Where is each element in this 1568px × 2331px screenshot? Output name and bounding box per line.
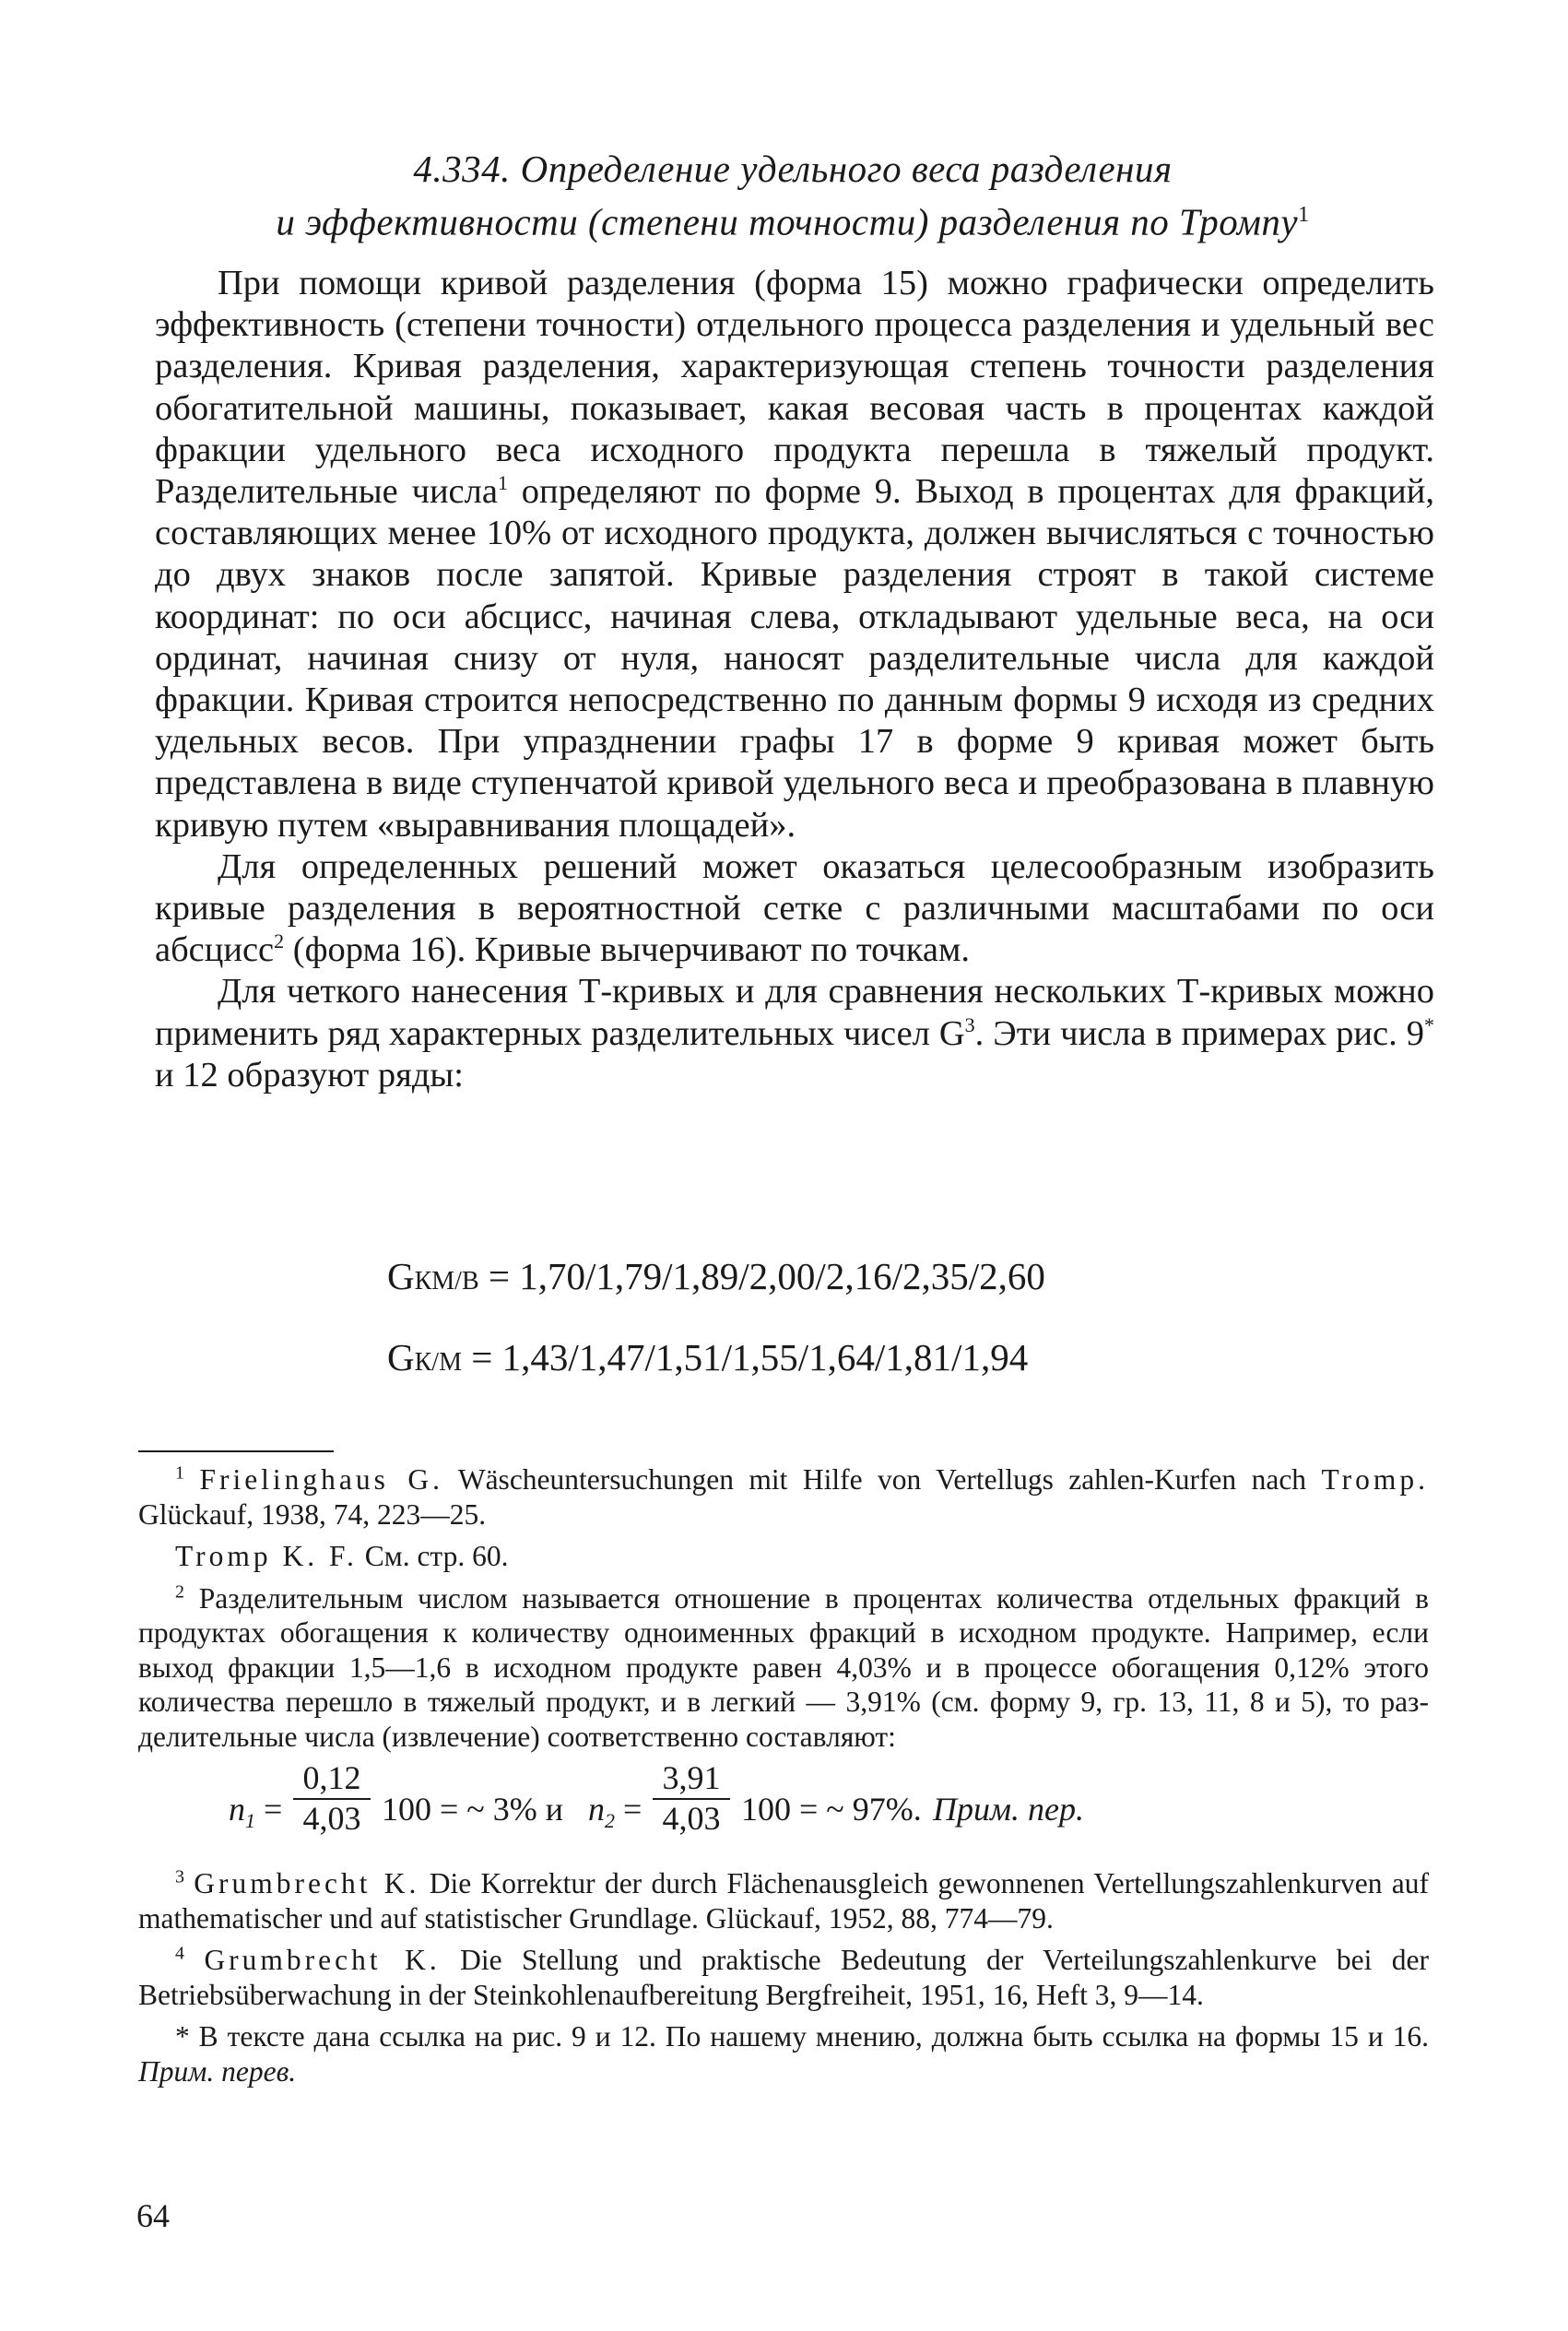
footnote-3-author: Grumbrecht K. <box>194 1867 420 1899</box>
footnote-1b-author: Tromp K. F. <box>175 1540 358 1572</box>
footnote-1-text: Wäscheuntersuchungen mit Hilfe von Vertellugs zahlen-Kurfen nach <box>442 1463 1322 1496</box>
ratio-equation <box>138 1761 1429 1857</box>
footnote-1-mark: 1 <box>175 1462 184 1484</box>
footnote-divider <box>138 1450 334 1452</box>
footnote-1-tromp: Tromp. <box>1321 1463 1430 1496</box>
formula-1-subscript: КМ/В <box>414 1267 479 1296</box>
paragraph-3-part-b: . Эти числа в примерах рис. 9 <box>974 1013 1424 1053</box>
fraction-1-numerator: 0,12 <box>302 1759 361 1796</box>
footnote-3 <box>138 1866 1429 1935</box>
eq-result-1: 100 = ~ 3% и <box>382 1791 564 1828</box>
footnote-4-mark: 4 <box>175 1943 184 1964</box>
heading-line-1: 4.334. Определение удельного веса разделения <box>413 148 1173 190</box>
footnote-4 <box>138 1943 1429 2012</box>
paragraph-3-part-c: и 12 образуют ряды: <box>155 1055 464 1095</box>
page-number: 64 <box>136 2197 170 2234</box>
paragraph-3 <box>155 971 1434 1096</box>
heading-footnote-ref: 1 <box>1298 203 1310 227</box>
paragraph-1-part-b: определяют по форме 9. Выход в процентах для фракций, составляющих менее 10% от исходного продукта, должен вычисляться с точностью до двух знаков после запятой. Кривые разделения строят в такой системе координат: по оси абсцисс, начиная слева, откладывают удельные веса, на оси ординат, начиная снизу от нуля, наносят разделительные числа для каждой фракции. Кривая строится непосредственно по данным формы 9 исходя из средних удельных весов. При упразднении графы 17 в форме 9 кривая может быть представлена в виде ступенчатой кривой удельного веса и преобразована в плавную кривую путем «выравнивания площадей». <box>155 472 1434 845</box>
eq-n1-sub: 1 <box>245 1809 255 1833</box>
paragraph-1-part-a: При помощи кривой разделения (форма 15) можно графически определить эффективность (степени точности) отдельного процесса разделения и удельный вес разделения. Кривая разделения, характеризующая степень точности разделения обогатительной машины, показывает, какая весовая часть в процентах каждой фракции удельного веса исходного продукта перешла в тяжелый продукт. Разделительные числа <box>155 264 1434 512</box>
eq-n1 <box>229 1793 255 1839</box>
footnote-1-author: Frielinghaus G. <box>199 1463 443 1496</box>
formula-2-subscript: К/М <box>414 1348 462 1377</box>
footnote-2 <box>138 1581 1429 1755</box>
eq-n1-letter: n <box>229 1791 245 1828</box>
paragraph-2-part-a: Для определенных решений может оказаться целесообразным изобразить кривые разделения в вероятностной сетке с различными масштабами по оси абсцисс <box>155 846 1434 970</box>
eq-equals-1: = <box>264 1791 283 1828</box>
formula-1-values: = 1,70/1,79/1,89/2,00/2,16/2,35/2,60 <box>488 1255 1045 1297</box>
formula-2-values: = 1,43/1,47/1,51/1,55/1,64/1,81/1,94 <box>471 1336 1029 1378</box>
fraction-1-denominator: 4,03 <box>302 1799 361 1837</box>
footnote-2-text: Разделительным числом называется отношение в процентах количества отдельных фракций в продуктах обогащения к количеству одноименных фракций в исходном продукте. Например, если выход фракции 1,5—1,6 в исходном продукте равен 4,03% и в процессе обогащения 0,12% этого количества перешло в тяжелый продукт, и в легкий — 3,91% (см. форму 9, гр. 13, 11, 8 и 5), то разделительные числа (извлечение) соответственно составляют: <box>138 1581 1429 1753</box>
paragraph-2 <box>155 846 1434 972</box>
footnote-4-author: Grumbrecht K. <box>204 1944 441 1976</box>
footnotes <box>138 1462 1429 2096</box>
footnote-ref-3: 3 <box>964 1012 975 1036</box>
paragraph-2-part-b: (форма 16). Кривые вычерчивают по точкам. <box>284 930 970 970</box>
footnote-ref-2: 2 <box>274 929 285 953</box>
footnote-ref-star: * <box>1424 1012 1434 1036</box>
footnote-ref-1: 1 <box>497 471 508 495</box>
main-text <box>155 263 1434 1096</box>
formula-1-symbol: G <box>387 1255 415 1297</box>
eq-equals-2: = <box>623 1791 643 1828</box>
section-heading <box>152 146 1433 245</box>
formula-g-km-b <box>387 1254 1045 1298</box>
fraction-2-numerator: 3,91 <box>662 1759 721 1796</box>
heading-line-2 <box>152 192 1433 245</box>
footnote-star-mark: * <box>175 2020 190 2053</box>
footnote-3-mark: 3 <box>175 1866 184 1887</box>
footnote-1b <box>138 1539 1429 1574</box>
fraction-2-denominator: 4,03 <box>662 1799 721 1837</box>
footnote-1b-text: См. стр. 60. <box>357 1540 509 1572</box>
heading-line-2-text: и эффективности (степени точности) разделения по Тромпу <box>276 200 1299 243</box>
footnote-star-note: Прим. перев. <box>138 2054 297 2088</box>
footnote-star-text: В тексте дана ссылка на рис. 9 и 12. По нашему мнению, должна быть ссылка на формы 15 и 16. <box>189 2020 1429 2053</box>
paragraph-1 <box>155 263 1434 846</box>
eq-n2-sub: 2 <box>605 1809 615 1833</box>
fraction-2 <box>653 1761 730 1836</box>
fraction-1 <box>293 1761 371 1836</box>
footnote-star <box>138 2019 1429 2088</box>
footnote-4-text: Die Stellung und praktische Bedeutung der Verteilungszahlenkurve bei der Betriebsüberwachung in der Steinkohlenaufbereitung Bergfreiheit, 1951, 16, Heft 3, 9—14. <box>138 1944 1430 2011</box>
eq-n2 <box>588 1793 615 1839</box>
footnote-1 <box>138 1462 1429 1532</box>
paragraph-3-part-a: Для четкого нанесения Т-кривых и для сравнения нескольких Т-кривых можно применить ряд характерных разделительных чисел G <box>155 972 1434 1053</box>
footnote-2-mark: 2 <box>175 1581 184 1602</box>
formula-g-k-m <box>387 1335 1028 1379</box>
eq-result-2: 100 = ~ 97%. <box>741 1791 922 1828</box>
eq-n2-letter: n <box>588 1791 605 1828</box>
formula-2-symbol: G <box>387 1336 415 1378</box>
footnote-1-tail: Glückauf, 1938, 74, 223—25. <box>138 1497 487 1531</box>
footnote-3-text: Die Korrektur der durch Flächenausgleich gewonnenen Vertellungszahlenkurven auf mathematischer und auf statistischer Grundlage. Glückauf, 1952, 88, 774—79. <box>138 1867 1429 1935</box>
eq-translator-note: Прим. пер. <box>933 1791 1084 1828</box>
